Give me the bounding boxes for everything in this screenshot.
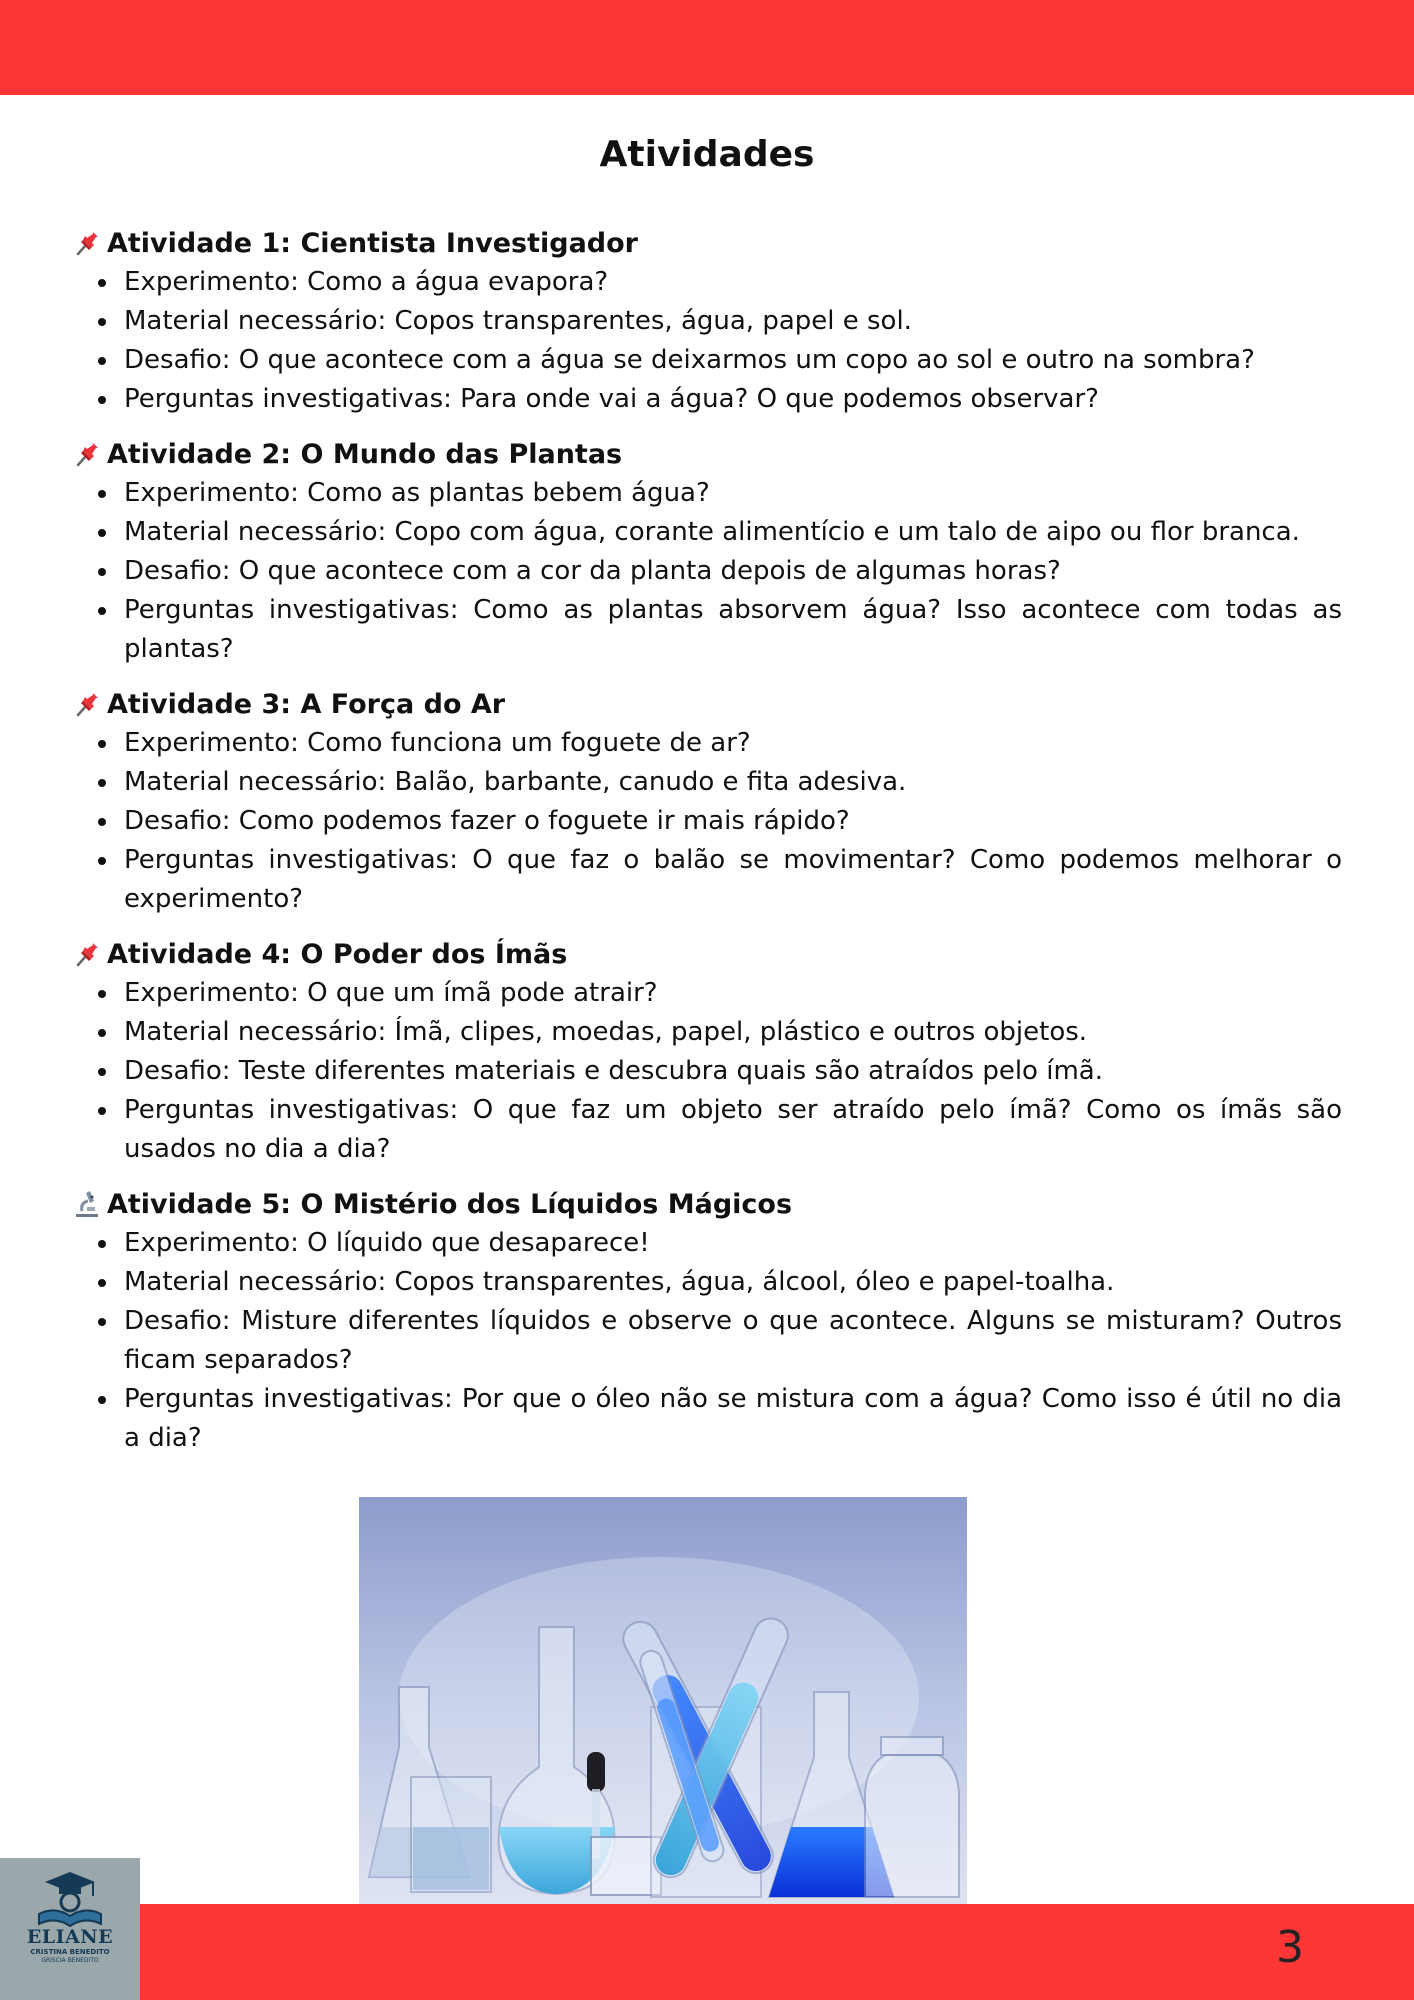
activity-item-list bbox=[72, 263, 1342, 419]
activity-heading-text: Atividade 2: O Mundo das Plantas bbox=[107, 438, 623, 470]
list-item: Material necessário: Balão, barbante, canudo e fita adesiva. bbox=[124, 763, 1342, 802]
activity-item-list bbox=[72, 974, 1342, 1169]
pushpin-icon bbox=[72, 939, 102, 969]
activity-heading-text: Atividade 4: O Poder dos Ímãs bbox=[107, 938, 568, 970]
list-item: Experimento: Como funciona um foguete de ar? bbox=[124, 724, 1342, 763]
logo-subtitle-2: GRISCIA BENEDITO bbox=[41, 1957, 99, 1964]
list-item: Desafio: Teste diferentes materiais e descubra quais são atraídos pelo ímã. bbox=[124, 1052, 1342, 1091]
logo-name: ELIANE bbox=[26, 1926, 114, 1948]
activity-item-list bbox=[72, 1224, 1342, 1458]
list-item: Material necessário: Ímã, clipes, moedas, papel, plástico e outros objetos. bbox=[124, 1013, 1342, 1052]
bottom-banner bbox=[0, 1904, 1414, 2000]
activity-heading bbox=[72, 935, 1342, 973]
activity-heading bbox=[72, 435, 1342, 473]
list-item: Experimento: Como as plantas bebem água? bbox=[124, 474, 1342, 513]
page-number: 3 bbox=[1276, 1922, 1304, 1973]
activity-section bbox=[72, 935, 1342, 1169]
activities-list bbox=[72, 224, 1342, 1474]
list-item: Perguntas investigativas: O que faz o balão se movimentar? Como podemos melhorar o experimento? bbox=[124, 841, 1342, 919]
activity-heading bbox=[72, 685, 1342, 723]
list-item: Material necessário: Copos transparentes, água, papel e sol. bbox=[124, 302, 1342, 341]
page-title: Atividades bbox=[599, 134, 815, 175]
activity-heading-text: Atividade 1: Cientista Investigador bbox=[107, 227, 638, 259]
list-item: Perguntas investigativas: Por que o óleo não se mistura com a água? Como isso é útil no dia a dia? bbox=[124, 1380, 1342, 1458]
logo-subtitle: CRISTINA BENEDITO bbox=[30, 1948, 110, 1956]
brand-logo bbox=[0, 1858, 140, 2000]
pushpin-icon bbox=[72, 228, 102, 258]
graduation-cap-book-icon bbox=[35, 1870, 105, 1928]
activity-heading bbox=[72, 224, 1342, 262]
list-item: Experimento: O que um ímã pode atrair? bbox=[124, 974, 1342, 1013]
list-item: Experimento: Como a água evapora? bbox=[124, 263, 1342, 302]
list-item: Perguntas investigativas: Para onde vai a água? O que podemos observar? bbox=[124, 380, 1342, 419]
list-item: Perguntas investigativas: Como as plantas absorvem água? Isso acontece com todas as plantas? bbox=[124, 591, 1342, 669]
microscope-icon bbox=[72, 1189, 102, 1219]
pushpin-icon bbox=[72, 439, 102, 469]
activity-section bbox=[72, 224, 1342, 419]
activity-item-list bbox=[72, 474, 1342, 669]
activity-item-list bbox=[72, 724, 1342, 919]
activity-heading bbox=[72, 1185, 1342, 1223]
list-item: Desafio: O que acontece com a água se deixarmos um copo ao sol e outro na sombra? bbox=[124, 341, 1342, 380]
list-item: Desafio: Misture diferentes líquidos e observe o que acontece. Alguns se misturam? Outros ficam separados? bbox=[124, 1302, 1342, 1380]
list-item: Experimento: O líquido que desaparece! bbox=[124, 1224, 1342, 1263]
activity-heading-text: Atividade 3: A Força do Ar bbox=[107, 688, 506, 720]
activity-heading-text: Atividade 5: O Mistério dos Líquidos Mágicos bbox=[107, 1188, 793, 1220]
list-item: Material necessário: Copo com água, corante alimentício e um talo de aipo ou flor branca. bbox=[124, 513, 1342, 552]
lab-glassware-image bbox=[359, 1497, 967, 1904]
pushpin-icon bbox=[72, 689, 102, 719]
activity-section bbox=[72, 1185, 1342, 1458]
activity-section bbox=[72, 435, 1342, 669]
list-item: Perguntas investigativas: O que faz um objeto ser atraído pelo ímã? Como os ímãs são usados no dia a dia? bbox=[124, 1091, 1342, 1169]
top-banner bbox=[0, 0, 1414, 95]
list-item: Desafio: O que acontece com a cor da planta depois de algumas horas? bbox=[124, 552, 1342, 591]
list-item: Material necessário: Copos transparentes, água, álcool, óleo e papel-toalha. bbox=[124, 1263, 1342, 1302]
activity-section bbox=[72, 685, 1342, 919]
list-item: Desafio: Como podemos fazer o foguete ir mais rápido? bbox=[124, 802, 1342, 841]
